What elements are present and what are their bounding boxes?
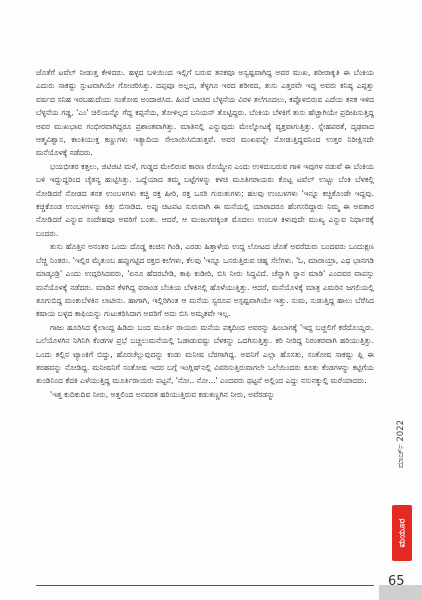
- footer-rule: [36, 585, 374, 586]
- issue-date: ಮಾರ್ಚ್ 2022: [396, 420, 406, 469]
- article-body: [36, 66, 374, 401]
- magazine-logo-text: ಮಯೂರ: [397, 518, 408, 548]
- page-number: 65: [388, 574, 405, 589]
- paragraph: ತುಸು ಹೊತ್ತಿನ ಅನಂತರ ಒಂದು ದೊಡ್ಡ ಕಂಚಿನ ಗಿಂಡಿ, ಎರಡು ಹಿತ್ತಾಳೆಯ ಉದ್ದ ಲೋಟದ ಜೊತೆ ಅವರೆದುರು ಬಂದವರು ಒಂದುಕ್ಷಣ ಬೆಚ್ಚಿ ನಿಂತರು. 'ಇಲ್ಲಿರ ಮೈತುಂಬ ಹಪ್ಪುಗಟ್ಟಿದ ರಕ್ತದ ಕಲೆಗಳು, ಕೆಲವು 'ಇನ್ನೂ ಒಸರುತ್ತಿರುವ ಚಿಹ್ನ ಸೆಲೆಗಳು. 'ಓ, ಮಾರಾಯ್ರಾ, ಎಥ ಭಾನಗಡಿ ಮಾಡ್ಕಂಡ್ರಿ' ಎಂದು ಉದ್ಗರಿಸಿದವರು, 'ಏನೂ ಹೆದರಬೇಡಿ, ಕಾಫಿ ಕುಡೀರಿ, ಬಿಸಿ ನೀರು ಸಿದ್ಧವಿದೆ. ಚೆನ್ನಾಗಿ ಸ್ನಾನ ಮಾಡಿ' ಎಂದವರ ವಾಪಸ್ಸು ಮನೆಯೊಳಕ್ಕೆ ನಡೆದರು. ಮಾಡಿನ ಕೆಳಗಿದ್ದ ವರಾಂಡ ಬೆಂಕಿಯ ಬೆಳಕಿನಲ್ಲಿ ಹೊಳೆಯುತ್ತಿತ್ತು. ಆದರೆ, ಮನೆಯೊಳಕ್ಕೆ ಮಾತ್ರ ಎಮರಿನ ಜಗಲಿಯಲ್ಲಿ ತೂಗುಬಿದ್ದ ಮಂಕುಬೆಳಕಿನ ಲಾಟೀನು. ಹಾಗಾಗಿ, ಇಲ್ಲಿರಿಗಿಂತ ಆ ಮನೆಯ ಸ್ವರೂಪ ಅಸ್ಪಷ್ಟವಾಗಿಯೇ ಇತ್ತು. ಸುಮ, ಸುಡುತ್ತಿದ್ದ ಹಾಲು ಬೆರೆಸಿದ ಕಷಾಯ ಬಳ್ಳದ ಕಾಫಿಯನ್ನು ಗುಟುಕರಿಸಿದಾಗ ಅವರಿಗೆ ಅದು ಬಿಸಿ ಅಮೃತವೇ ಇಲ್ಲ.: [36, 242, 374, 319]
- magazine-logo: [390, 505, 414, 561]
- paragraph: ಗಾಜು ಹೂರಿಸಿದ ಕೈಲಾಂದ್ದ ಹಿಡಿದು ಬಂದ ಮೂರ್ತಿ ರಾಯರು ಮನೆಯ ಪಕ್ಕದಿಂದ ಅವರನ್ನು ಹಿಂಬಾಗಕ್ಕೆ 'ಇದ್ದ ಬಚ್ಚಲಿಗೆ ಕರೆದೊಯ್ದರು. ಒಲೆಯೊಳಗಿನ ನಿಗಿನಿಗಿ ಕೆಂಡಗಳ ಪ್ರಭೆ ಬಚ್ಚಲುಮನೆಯಲ್ಲಿ ಓಡಾಡುವಷ್ಟು ಬೆಳಕನ್ನು ಒದಗಿಸುತ್ತಿತ್ತು. ಕರಿ ನೀರಿದ್ದ ನಿರಂತರವಾಗಿ ಹರಿಯುತ್ತಿತ್ತು. ಒಂದು ಕಲ್ಲಿನ ಟ್ಯಾಂಕಿಗೆ ಬಿದ್ದು, ಹೊರಚೆಲ್ಲುವುದನ್ನು ಕಂಡು ಮನೀಷ ಬೆರಗಾಗಿದ್ದ. ಅವನಿಗೆ ಎಲ್ಲಾ ಹೊಸತು, ಸಂತೋಷ ಸಾಕಷ್ಟು ಪ್ಲಿ ಈ ತರಹವನ್ನು ನೋಡಿದ್ದ. ಮನೀಷನಿಗೆ ಸಂತೋಷ ಇದರ ಬಗ್ಗೆ ಇಂಗ್ಲಿಷ್‌ನಲ್ಲಿ ವಿವರಿಸುತ್ತಿರುವಾಗಲೇ ಒಲೆಯಿಂದರು ಕೂತು ಕೆಂಡಗಳನ್ನು ಕಟ್ಟಿಗೆಯ ತುಂಡಿನಿಂದ ಕೆದಕಿ ಎಳೆಯುತ್ತಿದ್ದ ಮೂರ್ತಿರಾಯರು ಪಟ್ಟನೆ, 'ನೋ.. ನೋ...' ಎಂದವರು ಥಟ್ಟನೆ ಅಲ್ಲಿಂದ ಎದ್ದು ನಸುನಕ್ಕುಲ್ಲಿ ಮರೆಯಾದರು.: [36, 322, 374, 386]
- paragraph: 'ಇತ್ತ ಕುದಿಕುದಿವ ನೀರು, ಅತ್ತಲಿಂದ ಅನವರತ ಹರಿಯುತ್ತಿರುವ ಕಡುತಣ್ಣಗಿನ ನೀರು, ಅವೆರಡನ್ನು: [50, 389, 275, 399]
- paragraph: ಜೊತೆಗೆ ಟವೆಲ್ ನೀಡುತ್ತ ಕೇಳಿದರು. ಹಳ್ಳದ ಬಳಿಯಿಂದ ಇಲ್ಲಿಗೆ ಬರುವ ತನಕವೂ ಅಸ್ವಷ್ಟವಾಗಿದ್ದ ಅವರ ಮುಖ, ಶರೀರಾಕೃತಿ ಈ ಬೆಂಕಿಯ ಎದುರು ಸಾಕಷ್ಟು ಸ್ಪುಟವಾಗಿಯೇ ಗೋಚರಿಸಿತ್ತು. ದಪ್ಪವೂ ಅಲ್ಲದ, ತೆಳ್ಳಗೂ ಇರದ ಶರೀರದ, ತುಸು ಎತ್ತರವೇ ಇದ್ದ ಅವರು ಕನಿಷ್ಠ ಎಪ್ಪತ್ತು ವರ್ಷದ ಸನಿಹ ಇರಬಹುದೆಂದು ಸಂತೋಷ ಅಂದಾಜಿಸಿದ. ಹಿಂದೆ ಬಾಚಿದ ಬೆಳ್ಳನೆಯ ವಿರಳ ತಲೆಗೂದಲು, ಕಪ್ಪೊಳಬಿರುವ ಎದೆಯ ತನಕ ಇಳಿದ ಬೆಳ್ಳನೆಯ ಗಡ್ಡ, 'ಎಂ' ಚಿಲಿಯನ್ನೊ ಗೆದ್ದ ಕಪ್ಪನೆಯ, ತೋಳಿಲ್ಲದ ಬನಿಯನ್ ತೊಟ್ಟಿದ್ದರು. ಬೆಂಕಿಯ ಬೆಳಕಿಗೆ ತುಸು ಹೆಚ್ಚಾಗಿಯೇ ಪ್ರದೀಪಿಸುತ್ತಿದ್ದ ಅವರ ಮುಖಭಾವ ಗಂಭೀರವಾಗಿದ್ದರೂ ಪ್ರಶಾಂತವಾಗಿತ್ತು. ಮಾತಿನಲ್ಲಿ ಎನ್ನುವುದು ಮೇಲ್ನೋಟಕ್ಕೆ ವ್ಯಕ್ತವಾಗುತ್ತಿತ್ತು. ಸ್ನೇಹಪರತೆ, ದೃಢವಾದ ಆತ್ಮವಿಶ್ವಾಸ, ಕಾಂತಿಯುಕ್ತ ಕಣ್ಣುಗಳು ಇತ್ಯಾದಿಯ ಸೇಲಾಯಿಸಿಬಿಡುತ್ತವೆ. ಅವರ ಮುಖವನ್ನೇ ನೋಡುತ್ತಿದ್ದವನಿಂದ ಉತ್ತರ ನಿರೀಕ್ಷಿಸದೇ ಮನೆಯೊಳಕ್ಕೆ ನಡೆದರು.: [36, 68, 374, 158]
- paragraph: ಭಯಭೀತರ ಕತ್ತಲು, ಜಿಟಿಜಿಟಿ ಮಳೆ, ಗುಡ್ಡದ ಮೇಲಿರುವ ಕಾರಣ ರೊಯ್ಯೇನ ಎಂದು ಉಳಿದುಬರುವ ಗಾಳಿ ಇವುಗಳ ನಡುವೆ ಈ ಬೆಂಕಿಯ ಬಳಿ ಇದ್ದುದ್ದರಿಂದ ಚೈತನ್ಯ ಹುಟ್ಟಿಸಿತ್ತು. ಒದ್ದೆಯಾದ ತಮ್ಮ ಬಟ್ಟೆಗಳನ್ನು ಕಳಚಿ ಮೂತಿಗರಾಯರು ಕೊಟ್ಟ ಟವೆಲ್ ಉಟ್ಟು ಬೆಂಕಿ ಬೆಳಕಲ್ಲಿ ನೋಡಿದರೆ ನೋಡದ ತನಕ ಉಂಬಳಗಳು ಕಚ್ಚಿ ರಕ್ತ ಹೀರಿ, ರಕ್ತ ಒಸರಿ ಗುರುತುಗಳು; ಹಲವು ಉಂಬಳಗಳು 'ಇನ್ನೂ ಕಚ್ಚಿಕೊಂಡೇ ಇದ್ದವು. ಕಚ್ಚಿಕೊಂಡ ಉಂಬಳಗಳನ್ನು ಕಿತ್ತು ಬಿಸಾಡಿದ. ಅಪ್ಪು ಚಿಟಪಟ ಸುರುವಾಗಿ ಈ ಮನೆಯಲ್ಲಿ ಯಾರಾದರೂ ಹೆಂಗಸರಿದ್ದಾರು ನಿಮ್ಮ ಈ ಅವತಾರ ನೋಡಿದರೆ ಎನ್ನುವ ಸಂದೇಹವೂ ಅವರಿಗೆ ಬಂತು. ಆದರೆ, ಆ ಮುಜುಗರಕ್ಕಿಂತ ಮೊದಲು ಉಂಬಳ ಕಿಳುವುದೇ ಮುಖ್ಯ ಎನ್ನುವ ನಿರ್ಧಾರಕ್ಕೆ ಬಂದರು.: [36, 161, 374, 238]
